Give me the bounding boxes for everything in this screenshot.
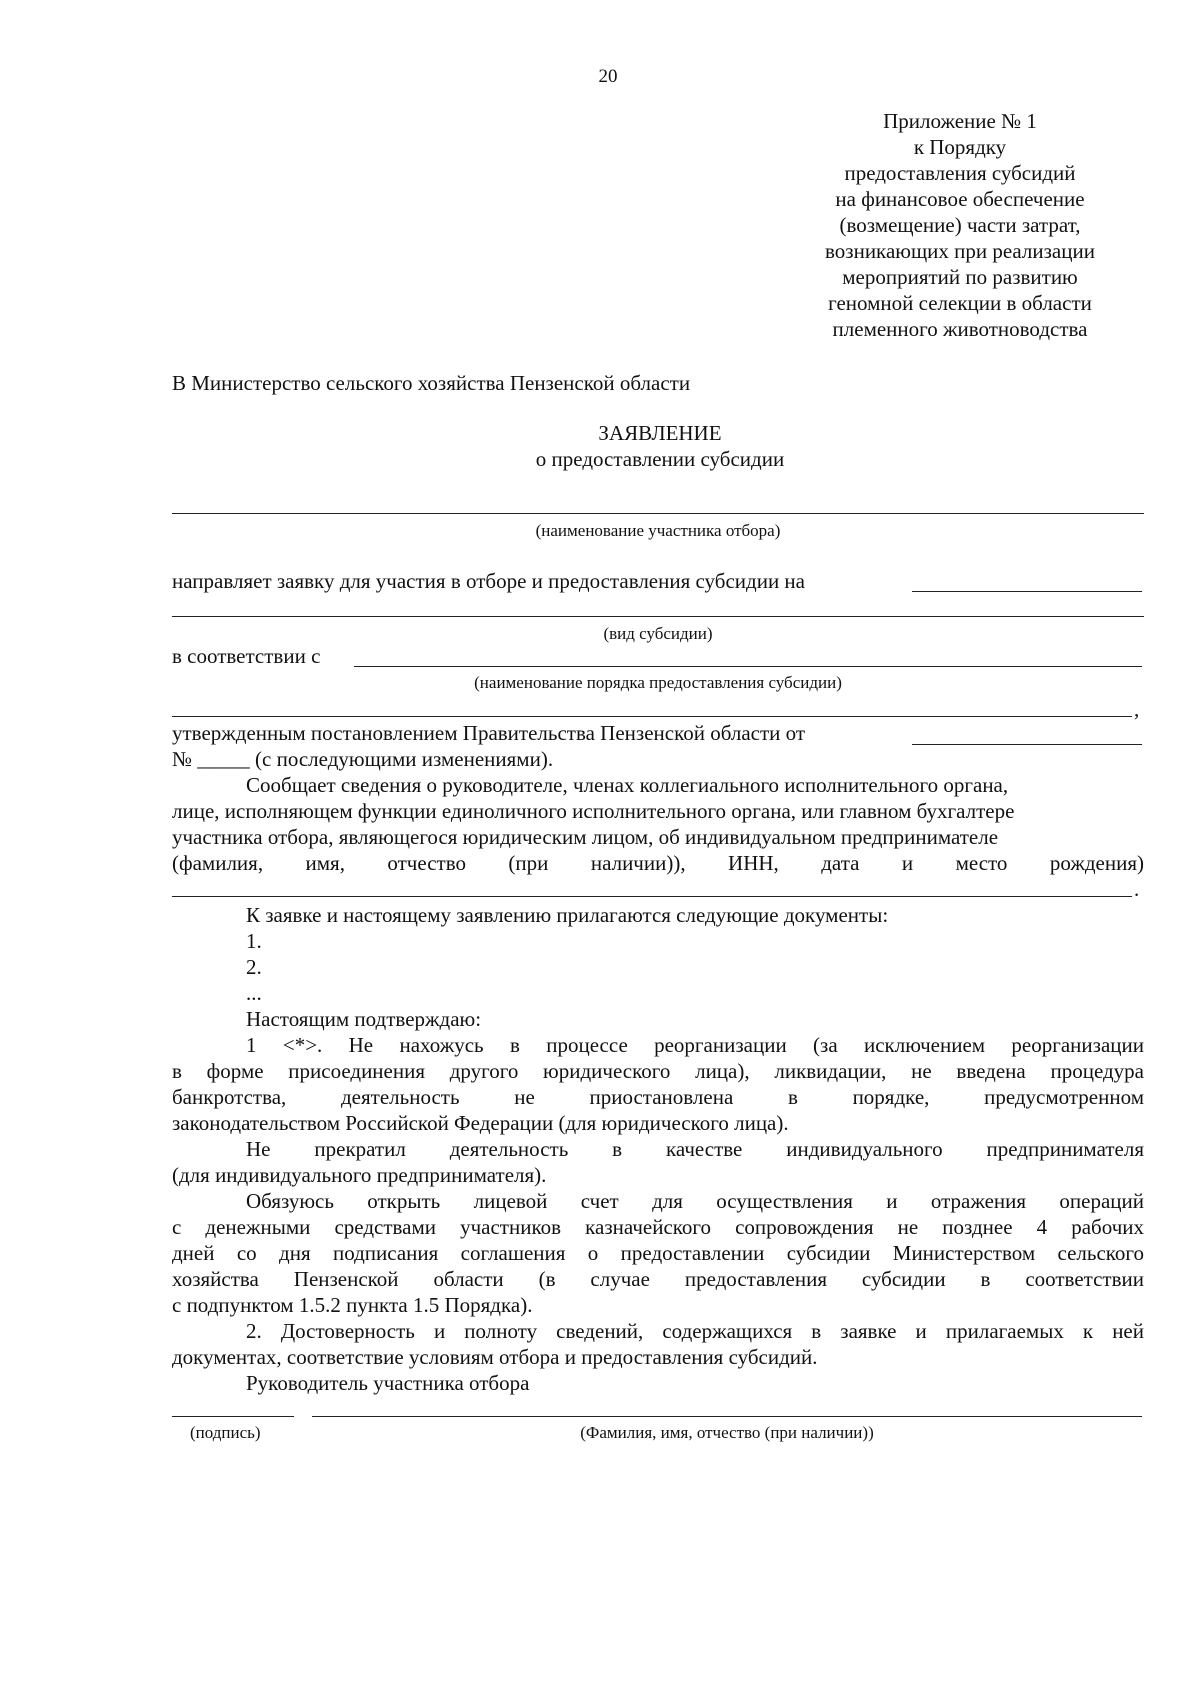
confirmation-para3-line: с подпунктом 1.5.2 пункта 1.5 Порядка). bbox=[172, 1293, 533, 1317]
appendix-line: Приложение № 1 bbox=[883, 109, 1037, 133]
full-name-caption: (Фамилия, имя, отчество (при наличии)) bbox=[580, 1423, 874, 1442]
confirmation-para3-line: дней со дня подписания соглашения о предоставлении субсидии Министерством сельского bbox=[172, 1241, 1144, 1265]
document-title: ЗАЯВЛЕНИЕ bbox=[598, 421, 722, 445]
confirmation-para3-line: хозяйства Пензенской области (в случае предоставления субсидии в соответствии bbox=[172, 1267, 1144, 1291]
confirmation-para4-line: документах, соответствие условиям отбора и предоставления субсидий. bbox=[172, 1345, 818, 1369]
sends-request-text: направляет заявку для участия в отборе и предоставления субсидии на bbox=[172, 569, 805, 593]
confirmation-para1-line: в форме присоединения другого юридического лица), ликвидации, не введена процедура bbox=[172, 1059, 1144, 1083]
confirmation-para4-line: 2. Достоверность и полноту сведений, содержащихся в заявке и прилагаемых к ней bbox=[246, 1319, 1144, 1343]
document-item: ... bbox=[246, 981, 262, 1005]
document-item: 2. bbox=[246, 955, 262, 979]
documents-intro: К заявке и настоящему заявлению прилагаются следующие документы: bbox=[246, 903, 889, 927]
appendix-line: предоставления субсидий bbox=[844, 161, 1076, 185]
appendix-line: племенного животноводства bbox=[832, 317, 1088, 341]
approved-by-text: утвержденным постановлением Правительства Пензенской области от bbox=[172, 721, 806, 745]
addressee: В Министерство сельского хозяйства Пензенской области bbox=[172, 371, 691, 395]
procedure-name-line bbox=[354, 666, 1142, 667]
appendix-line: к Порядку bbox=[913, 135, 1007, 159]
subsidy-for-line bbox=[912, 591, 1142, 592]
appendix-line: мероприятий по развитию bbox=[842, 265, 1078, 289]
appendix-line: (возмещение) части затрат, bbox=[839, 213, 1081, 237]
confirmation-para3-line: Обязуюсь открыть лицевой счет для осуществления и отражения операций bbox=[246, 1189, 1144, 1213]
signature-caption: (подпись) bbox=[190, 1423, 261, 1442]
procedure-name-line-2 bbox=[172, 716, 1132, 717]
confirmation-para2-line: Не прекратил деятельность в качестве индивидуального предпринимателя bbox=[246, 1137, 1144, 1161]
head-info-line: Сообщает сведения о руководителе, членах коллегиального исполнительного органа, bbox=[246, 773, 1009, 797]
appendix-line: возникающих при реализации bbox=[825, 239, 1095, 263]
head-info-fill-line bbox=[172, 896, 1132, 897]
head-info-line: участника отбора, являющегося юридическим лицом, об индивидуальном предпринимателе bbox=[172, 825, 999, 849]
signature-line bbox=[172, 1416, 294, 1417]
approval-date-line bbox=[912, 744, 1142, 745]
procedure-caption: (наименование порядка предоставления субсидии) bbox=[474, 673, 842, 692]
appendix-line: геномной селекции в области bbox=[828, 291, 1092, 315]
head-info-line: лице, исполняющем функции единоличного исполнительного органа, или главном бухгалтере bbox=[172, 799, 1015, 823]
confirmation-para2-line: (для индивидуального предпринимателя). bbox=[172, 1163, 547, 1187]
comma: , bbox=[1134, 697, 1140, 721]
full-name-line bbox=[312, 1416, 1142, 1417]
confirmation-para1-line: 1 <*>. Не нахожусь в процессе реорганизации (за исключением реорганизации bbox=[246, 1033, 1144, 1057]
appendix-line: на финансовое обеспечение bbox=[835, 187, 1085, 211]
participant-name-line bbox=[172, 513, 1144, 514]
page-number: 20 bbox=[598, 66, 618, 87]
document-subtitle: о предоставлении субсидии bbox=[535, 447, 785, 471]
in-accordance-text: в соответствии с bbox=[172, 644, 321, 668]
participant-caption: (наименование участника отбора) bbox=[535, 521, 781, 540]
approval-number-line: № _____ (с последующими изменениями). bbox=[172, 747, 554, 771]
document-item: 1. bbox=[246, 929, 262, 953]
confirmation-para3-line: с денежными средствами участников казначейского сопровождения не позднее 4 рабочих bbox=[172, 1215, 1144, 1239]
period: . bbox=[1134, 877, 1140, 901]
confirmation-intro: Настоящим подтверждаю: bbox=[246, 1007, 482, 1031]
head-info-line: (фамилия, имя, отчество (при наличии)), ИНН, дата и место рождения) bbox=[172, 851, 1144, 875]
subsidy-type-caption: (вид субсидии) bbox=[603, 624, 713, 643]
head-label: Руководитель участника отбора bbox=[246, 1371, 530, 1395]
subsidy-type-line bbox=[172, 616, 1144, 617]
confirmation-para1-line: банкротства, деятельность не приостановлена в порядке, предусмотренном bbox=[172, 1085, 1144, 1109]
confirmation-para1-line: законодательством Российской Федерации (для юридического лица). bbox=[172, 1111, 789, 1135]
